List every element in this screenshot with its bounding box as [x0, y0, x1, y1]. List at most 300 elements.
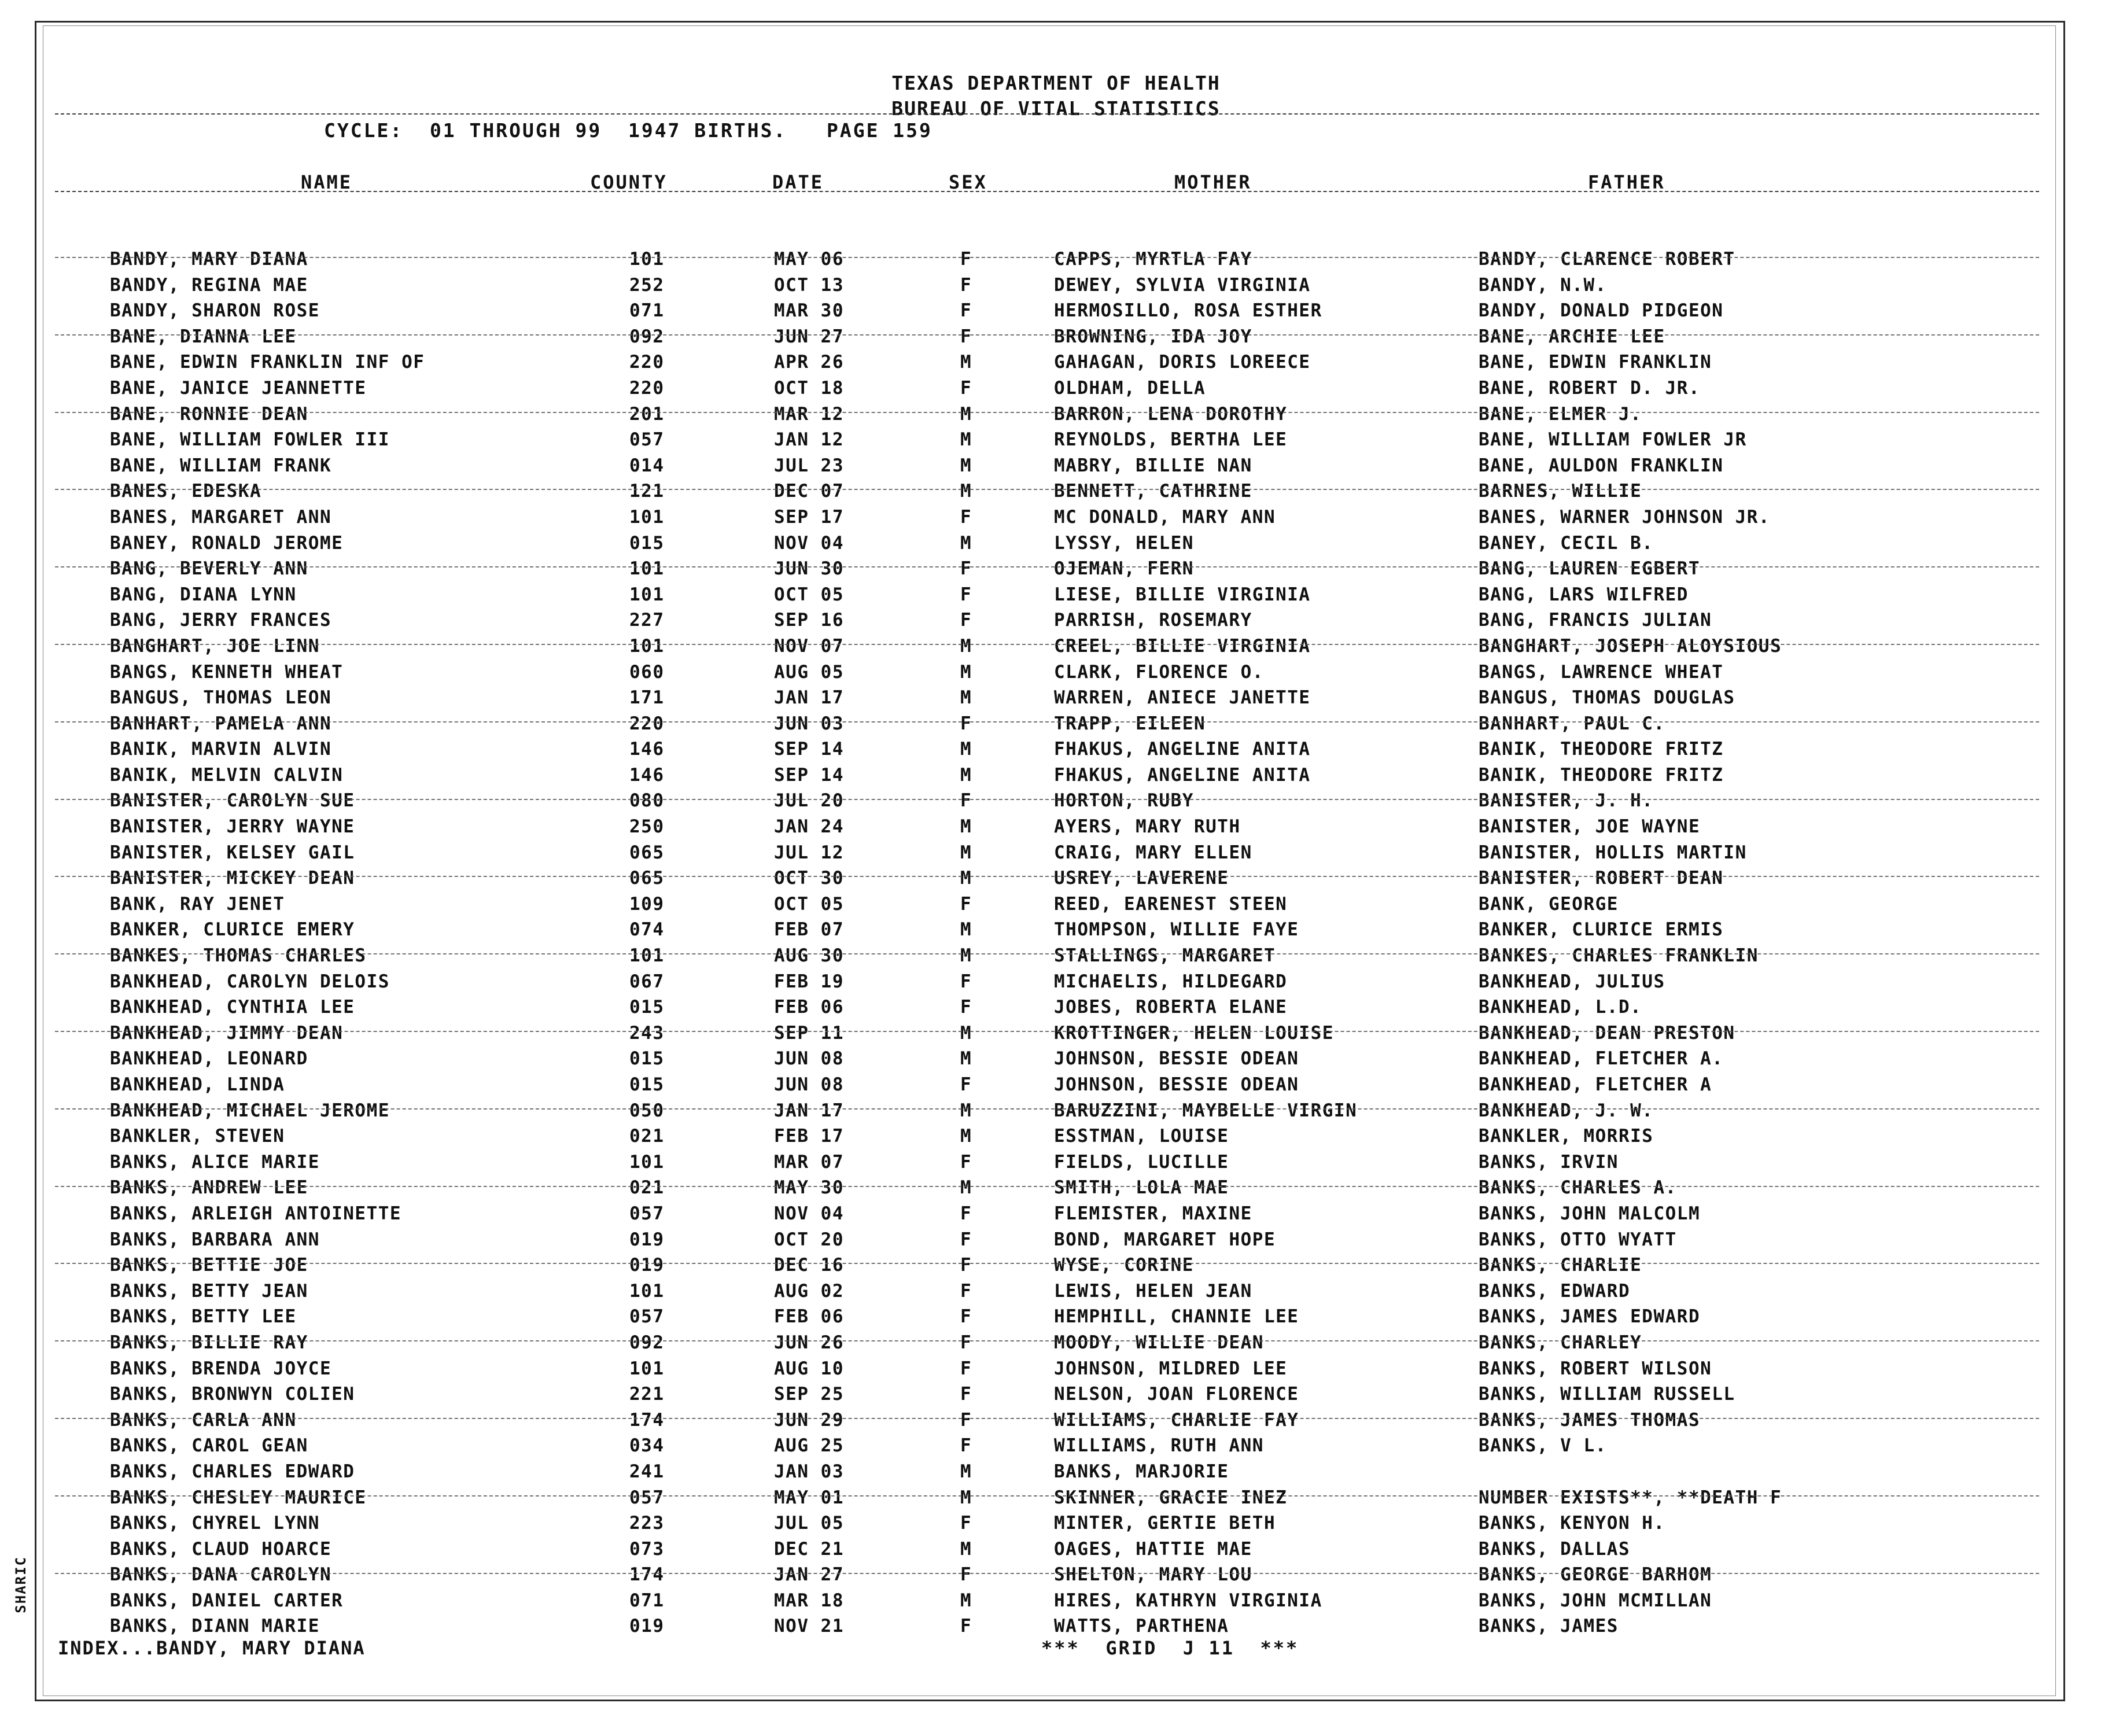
- header-divider-rule: [55, 113, 2039, 115]
- table-row: [0, 739, 2112, 765]
- cell-name: BANKES, THOMAS CHARLES: [110, 945, 367, 967]
- table-row: [0, 1126, 2112, 1152]
- cell-name: BANE, WILLIAM FRANK: [110, 455, 332, 476]
- cell-sex: F: [960, 893, 972, 915]
- cell-sex: M: [960, 352, 972, 373]
- cell-county: 101: [629, 558, 665, 580]
- cell-name: BANE, JANICE JEANNETTE: [110, 377, 367, 399]
- cell-father: BANE, ARCHIE LEE: [1479, 326, 1665, 347]
- cell-father: BANKS, OTTO WYATT: [1479, 1229, 1677, 1250]
- cell-mother: CREEL, BILLIE VIRGINIA: [1054, 635, 1311, 657]
- cell-county: 146: [629, 764, 665, 786]
- table-row: [0, 533, 2112, 559]
- cell-county: 171: [629, 687, 665, 709]
- cell-name: BANKS, CARLA ANN: [110, 1409, 297, 1431]
- cell-date: OCT 13: [774, 274, 844, 296]
- cell-name: BANKHEAD, LINDA: [110, 1074, 285, 1095]
- cell-name: BANE, EDWIN FRANKLIN INF OF: [110, 352, 425, 373]
- cell-county: 071: [629, 1590, 665, 1611]
- cell-date: JAN 17: [774, 687, 844, 709]
- cell-father: BANISTER, HOLLIS MARTIN: [1479, 842, 1747, 863]
- cell-sex: F: [960, 1435, 972, 1457]
- cell-mother: MABRY, BILLIE NAN: [1054, 455, 1252, 476]
- cell-date: JAN 03: [774, 1461, 844, 1482]
- form-guide-line: [55, 1108, 2039, 1110]
- cell-name: BANISTER, CAROLYN SUE: [110, 790, 355, 812]
- cell-date: JUL 23: [774, 455, 844, 476]
- cell-sex: F: [960, 1358, 972, 1379]
- cell-sex: M: [960, 1590, 972, 1611]
- cell-mother: SMITH, LOLA MAE: [1054, 1177, 1229, 1199]
- cell-sex: F: [960, 1616, 972, 1637]
- cell-name: BANKS, CHYREL LYNN: [110, 1513, 320, 1534]
- cell-county: 021: [629, 1126, 665, 1147]
- cell-sex: F: [960, 971, 972, 992]
- cell-county: 227: [629, 610, 665, 631]
- cell-date: FEB 06: [774, 997, 844, 1018]
- cell-county: 223: [629, 1513, 665, 1534]
- table-row: [0, 1048, 2112, 1074]
- cell-name: BANKLER, STEVEN: [110, 1126, 285, 1147]
- cell-father: BANISTER, ROBERT DEAN: [1479, 868, 1724, 889]
- cell-county: 065: [629, 868, 665, 889]
- cell-mother: JOHNSON, MILDRED LEE: [1054, 1358, 1288, 1379]
- cell-mother: DEWEY, SYLVIA VIRGINIA: [1054, 274, 1311, 296]
- table-row: [0, 1564, 2112, 1590]
- cell-date: JAN 17: [774, 1100, 844, 1121]
- cell-name: BANDY, SHARON ROSE: [110, 300, 320, 322]
- table-row: [0, 1358, 2112, 1384]
- agency-title-line1: TEXAS DEPARTMENT OF HEALTH: [891, 72, 1221, 94]
- cell-sex: F: [960, 1384, 972, 1405]
- cell-name: BANKS, BRENDA JOYCE: [110, 1358, 332, 1379]
- form-guide-line: [55, 566, 2039, 567]
- cell-name: BANKHEAD, CAROLYN DELOIS: [110, 971, 390, 992]
- cell-father: BANE, WILLIAM FOWLER JR: [1479, 429, 1747, 451]
- cell-date: MAR 12: [774, 403, 844, 425]
- cell-mother: HORTON, RUBY: [1054, 790, 1194, 812]
- cell-name: BANG, JERRY FRANCES: [110, 610, 332, 631]
- cell-date: AUG 10: [774, 1358, 844, 1379]
- cell-father: BANG, LAUREN EGBERT: [1479, 558, 1701, 580]
- column-header-name: NAME: [301, 171, 353, 193]
- table-row: [0, 1023, 2112, 1049]
- cell-sex: F: [960, 1229, 972, 1250]
- cell-date: DEC 21: [774, 1538, 844, 1560]
- table-row: [0, 1255, 2112, 1281]
- cell-mother: KROTTINGER, HELEN LOUISE: [1054, 1022, 1334, 1044]
- cell-date: AUG 30: [774, 945, 844, 967]
- column-header-father: FATHER: [1588, 171, 1665, 193]
- cell-mother: BENNETT, CATHRINE: [1054, 481, 1252, 502]
- cell-mother: AYERS, MARY RUTH: [1054, 816, 1241, 838]
- cell-county: 015: [629, 997, 665, 1018]
- table-row: [0, 481, 2112, 507]
- cell-date: MAR 30: [774, 300, 844, 322]
- cell-sex: M: [960, 481, 972, 502]
- column-header-mother: MOTHER: [1174, 171, 1252, 193]
- cell-county: 015: [629, 1074, 665, 1095]
- cell-sex: F: [960, 610, 972, 631]
- cell-county: 174: [629, 1409, 665, 1431]
- cell-county: 019: [629, 1255, 665, 1276]
- cell-mother: NELSON, JOAN FLORENCE: [1054, 1384, 1299, 1405]
- cell-date: NOV 04: [774, 1203, 844, 1224]
- cell-father: BANG, FRANCIS JULIAN: [1479, 610, 1712, 631]
- form-guide-line: [55, 1340, 2039, 1341]
- form-guide-line: [55, 334, 2039, 336]
- cell-name: BANGHART, JOE LINN: [110, 635, 320, 657]
- cell-mother: FIELDS, LUCILLE: [1054, 1151, 1229, 1173]
- cell-father: BANE, AULDON FRANKLIN: [1479, 455, 1724, 476]
- cell-county: 019: [629, 1616, 665, 1637]
- cell-name: BANISTER, MICKEY DEAN: [110, 868, 355, 889]
- cell-father: BANKS, EDWARD: [1479, 1280, 1631, 1302]
- cell-county: 057: [629, 429, 665, 451]
- cell-father: BANKS, JAMES THOMAS: [1479, 1409, 1701, 1431]
- cell-mother: REED, EARENEST STEEN: [1054, 893, 1288, 915]
- cell-county: 034: [629, 1435, 665, 1457]
- cell-date: OCT 05: [774, 893, 844, 915]
- cell-date: OCT 30: [774, 868, 844, 889]
- cell-name: BANKS, BETTY LEE: [110, 1306, 297, 1328]
- cell-father: BANES, WARNER JOHNSON JR.: [1479, 506, 1771, 528]
- cell-name: BANDY, REGINA MAE: [110, 274, 308, 296]
- cell-date: JUN 29: [774, 1409, 844, 1431]
- table-row: [0, 1152, 2112, 1178]
- table-row: [0, 1203, 2112, 1229]
- cell-date: OCT 18: [774, 377, 844, 399]
- cell-county: 101: [629, 635, 665, 657]
- cell-mother: LYSSY, HELEN: [1054, 532, 1194, 554]
- form-guide-line: [55, 1031, 2039, 1032]
- cell-mother: SHELTON, MARY LOU: [1054, 1564, 1252, 1586]
- table-row: [0, 352, 2112, 378]
- cell-name: BANKS, DIANN MARIE: [110, 1616, 320, 1637]
- cell-sex: F: [960, 1151, 972, 1173]
- cell-county: 146: [629, 739, 665, 760]
- cell-mother: THOMPSON, WILLIE FAYE: [1054, 919, 1299, 941]
- cell-sex: F: [960, 249, 972, 270]
- cell-mother: HERMOSILLO, ROSA ESTHER: [1054, 300, 1322, 322]
- table-row: [0, 326, 2112, 352]
- cell-county: 220: [629, 352, 665, 373]
- cell-father: BANG, LARS WILFRED: [1479, 584, 1689, 605]
- cell-father: BANKER, CLURICE ERMIS: [1479, 919, 1724, 941]
- cell-father: BANKS, JAMES: [1479, 1616, 1619, 1637]
- cell-date: JUN 03: [774, 713, 844, 734]
- table-row: [0, 584, 2112, 610]
- cell-father: BANKS, JAMES EDWARD: [1479, 1306, 1701, 1328]
- cell-sex: F: [960, 1513, 972, 1534]
- table-row: [0, 249, 2112, 275]
- table-row: [0, 1281, 2112, 1307]
- cell-sex: M: [960, 429, 972, 451]
- table-row: [0, 842, 2112, 868]
- cell-mother: CLARK, FLORENCE O.: [1054, 661, 1264, 683]
- cell-father: BANDY, N.W.: [1479, 274, 1607, 296]
- table-row: [0, 945, 2112, 971]
- cell-date: AUG 25: [774, 1435, 844, 1457]
- cell-mother: STALLINGS, MARGARET: [1054, 945, 1276, 967]
- table-row: [0, 1074, 2112, 1100]
- cell-date: JUN 08: [774, 1074, 844, 1095]
- cell-date: NOV 07: [774, 635, 844, 657]
- cell-mother: PARRISH, ROSEMARY: [1054, 610, 1252, 631]
- cell-father: BANKES, CHARLES FRANKLIN: [1479, 945, 1759, 967]
- cell-mother: CRAIG, MARY ELLEN: [1054, 842, 1252, 863]
- cell-county: 221: [629, 1384, 665, 1405]
- cell-sex: M: [960, 1022, 972, 1044]
- cell-mother: WATTS, PARTHENA: [1054, 1616, 1229, 1637]
- cell-name: BANG, DIANA LYNN: [110, 584, 297, 605]
- table-row: [0, 1332, 2112, 1358]
- cell-name: BANKS, BILLIE RAY: [110, 1332, 308, 1353]
- cell-date: JUN 08: [774, 1048, 844, 1070]
- cell-name: BANKS, ARLEIGH ANTOINETTE: [110, 1203, 402, 1224]
- cell-name: BANGS, KENNETH WHEAT: [110, 661, 344, 683]
- cell-sex: F: [960, 1332, 972, 1353]
- cell-mother: OLDHAM, DELLA: [1054, 377, 1206, 399]
- cell-sex: M: [960, 1048, 972, 1070]
- cell-name: BANKHEAD, LEONARD: [110, 1048, 308, 1070]
- cell-father: BANKS, CHARLES A.: [1479, 1177, 1677, 1199]
- cell-father: BANKS, GEORGE BARHOM: [1479, 1564, 1712, 1586]
- cell-date: MAR 18: [774, 1590, 844, 1611]
- cell-father: BARNES, WILLIE: [1479, 481, 1642, 502]
- cycle-page-line: CYCLE: 01 THROUGH 99 1947 BIRTHS. PAGE 159: [324, 119, 932, 142]
- cell-father: BANISTER, JOE WAYNE: [1479, 816, 1701, 838]
- cell-county: 101: [629, 1151, 665, 1173]
- cell-mother: WILLIAMS, CHARLIE FAY: [1054, 1409, 1299, 1431]
- table-row: [0, 997, 2112, 1023]
- cell-county: 101: [629, 1358, 665, 1379]
- cell-date: SEP 17: [774, 506, 844, 528]
- cell-name: BANE, WILLIAM FOWLER III: [110, 429, 390, 451]
- cell-sex: M: [960, 842, 972, 863]
- cell-name: BANKER, CLURICE EMERY: [110, 919, 355, 941]
- cell-date: MAY 06: [774, 249, 844, 270]
- cell-father: BANE, ELMER J.: [1479, 403, 1642, 425]
- cell-county: 071: [629, 300, 665, 322]
- cell-county: 057: [629, 1306, 665, 1328]
- cell-name: BANK, RAY JENET: [110, 893, 285, 915]
- cell-father: BANKS, JOHN MALCOLM: [1479, 1203, 1701, 1224]
- cell-name: BANKS, BETTIE JOE: [110, 1255, 308, 1276]
- cell-name: BANES, MARGARET ANN: [110, 506, 332, 528]
- cell-county: 101: [629, 584, 665, 605]
- form-guide-line: [55, 489, 2039, 490]
- cell-date: NOV 04: [774, 532, 844, 554]
- cell-mother: FHAKUS, ANGELINE ANITA: [1054, 764, 1311, 786]
- cell-mother: WILLIAMS, RUTH ANN: [1054, 1435, 1264, 1457]
- cell-sex: M: [960, 945, 972, 967]
- cell-mother: TRAPP, EILEEN: [1054, 713, 1206, 734]
- cell-father: BANEY, CECIL B.: [1479, 532, 1654, 554]
- table-row: [0, 790, 2112, 816]
- cell-date: APR 26: [774, 352, 844, 373]
- cell-sex: F: [960, 326, 972, 347]
- cell-sex: M: [960, 687, 972, 709]
- cell-name: BANISTER, KELSEY GAIL: [110, 842, 355, 863]
- cell-father: BANKHEAD, FLETCHER A.: [1479, 1048, 1724, 1070]
- cell-father: BANKS, CHARLIE: [1479, 1255, 1642, 1276]
- cell-father: BANKS, IRVIN: [1479, 1151, 1619, 1173]
- cell-father: BANKS, KENYON H.: [1479, 1513, 1665, 1534]
- cell-county: 074: [629, 919, 665, 941]
- cell-mother: BARUZZINI, MAYBELLE VIRGIN: [1054, 1100, 1358, 1121]
- cell-date: MAY 01: [774, 1487, 844, 1508]
- cell-father: BANE, ROBERT D. JR.: [1479, 377, 1701, 399]
- footer-grid-line: *** GRID J 11 ***: [1041, 1637, 1299, 1659]
- cell-county: 101: [629, 945, 665, 967]
- cell-date: OCT 20: [774, 1229, 844, 1250]
- cell-mother: MINTER, GERTIE BETH: [1054, 1513, 1276, 1534]
- table-row: [0, 404, 2112, 430]
- cell-sex: F: [960, 1409, 972, 1431]
- cell-date: JUL 05: [774, 1513, 844, 1534]
- form-guide-line: [55, 412, 2039, 413]
- cell-county: 220: [629, 713, 665, 734]
- table-row: [0, 610, 2112, 636]
- cell-father: BANGHART, JOSEPH ALOYSIOUS: [1479, 635, 1782, 657]
- cell-father: BANDY, DONALD PIDGEON: [1479, 300, 1724, 322]
- cell-mother: LIESE, BILLIE VIRGINIA: [1054, 584, 1311, 605]
- cell-name: BANEY, RONALD JEROME: [110, 532, 344, 554]
- cell-mother: FHAKUS, ANGELINE ANITA: [1054, 739, 1311, 760]
- cell-father: BANIK, THEODORE FRITZ: [1479, 739, 1724, 760]
- cell-name: BANHART, PAMELA ANN: [110, 713, 332, 734]
- table-row: [0, 894, 2112, 920]
- cell-name: BANKS, BETTY JEAN: [110, 1280, 308, 1302]
- cell-sex: F: [960, 584, 972, 605]
- cell-sex: M: [960, 764, 972, 786]
- cell-sex: M: [960, 868, 972, 889]
- cell-mother: HEMPHILL, CHANNIE LEE: [1054, 1306, 1299, 1328]
- cell-name: BANKS, BRONWYN COLIEN: [110, 1384, 355, 1405]
- agency-title-line2: BUREAU OF VITAL STATISTICS: [891, 97, 1221, 120]
- form-guide-line: [55, 1186, 2039, 1187]
- table-row: [0, 1306, 2112, 1332]
- table-row: [0, 1539, 2112, 1565]
- cell-county: 101: [629, 249, 665, 270]
- cell-name: BANKS, ALICE MARIE: [110, 1151, 320, 1173]
- cell-sex: M: [960, 919, 972, 941]
- cell-father: BANIK, THEODORE FRITZ: [1479, 764, 1724, 786]
- column-header-sex: SEX: [949, 171, 987, 193]
- form-guide-line: [55, 1495, 2039, 1497]
- cell-county: 073: [629, 1538, 665, 1560]
- cell-mother: JOHNSON, BESSIE ODEAN: [1054, 1048, 1299, 1070]
- table-row: [0, 765, 2112, 791]
- cell-county: 065: [629, 842, 665, 863]
- cell-date: MAR 07: [774, 1151, 844, 1173]
- form-guide-line: [55, 1573, 2039, 1574]
- table-row: [0, 662, 2112, 688]
- cell-county: 174: [629, 1564, 665, 1586]
- table-row: [0, 455, 2112, 481]
- cell-sex: F: [960, 1255, 972, 1276]
- cell-county: 057: [629, 1487, 665, 1508]
- cell-mother: OJEMAN, FERN: [1054, 558, 1194, 580]
- cell-mother: USREY, LAVERENE: [1054, 868, 1229, 889]
- column-header-county: COUNTY: [590, 171, 668, 193]
- cell-sex: M: [960, 816, 972, 838]
- cell-county: 092: [629, 326, 665, 347]
- cell-name: BANKHEAD, CYNTHIA LEE: [110, 997, 355, 1018]
- form-guide-line: [55, 1263, 2039, 1264]
- cell-mother: JOHNSON, BESSIE ODEAN: [1054, 1074, 1299, 1095]
- form-guide-line: [55, 1418, 2039, 1419]
- cell-date: MAY 30: [774, 1177, 844, 1199]
- cell-sex: M: [960, 1177, 972, 1199]
- cell-sex: M: [960, 532, 972, 554]
- cell-sex: M: [960, 661, 972, 683]
- cell-date: AUG 05: [774, 661, 844, 683]
- cell-father: BANKHEAD, FLETCHER A: [1479, 1074, 1712, 1095]
- cell-date: FEB 19: [774, 971, 844, 992]
- cell-mother: SKINNER, GRACIE INEZ: [1054, 1487, 1288, 1508]
- table-row: [0, 1410, 2112, 1436]
- form-guide-line: [55, 876, 2039, 877]
- cell-county: 101: [629, 1280, 665, 1302]
- cell-sex: F: [960, 274, 972, 296]
- cell-date: JAN 27: [774, 1564, 844, 1586]
- cell-name: BANKS, CHESLEY MAURICE: [110, 1487, 367, 1508]
- cell-county: 060: [629, 661, 665, 683]
- cell-county: 092: [629, 1332, 665, 1353]
- table-row: [0, 1384, 2112, 1410]
- cell-mother: CAPPS, MYRTLA FAY: [1054, 249, 1252, 270]
- cell-date: JUL 12: [774, 842, 844, 863]
- cell-county: 252: [629, 274, 665, 296]
- table-row: [0, 687, 2112, 713]
- column-header-date: DATE: [772, 171, 824, 193]
- cell-father: BANKHEAD, DEAN PRESTON: [1479, 1022, 1735, 1044]
- cell-father: BANKHEAD, JULIUS: [1479, 971, 1665, 992]
- form-guide-line: [55, 721, 2039, 723]
- cell-sex: M: [960, 1538, 972, 1560]
- cell-date: JUN 27: [774, 326, 844, 347]
- footer-index-line: INDEX...BANDY, MARY DIANA: [58, 1637, 366, 1659]
- cell-date: FEB 17: [774, 1126, 844, 1147]
- cell-sex: M: [960, 1126, 972, 1147]
- table-row: [0, 816, 2112, 842]
- cell-date: SEP 11: [774, 1022, 844, 1044]
- cell-father: BANE, EDWIN FRANKLIN: [1479, 352, 1712, 373]
- cell-county: 101: [629, 506, 665, 528]
- cell-name: BANKS, ANDREW LEE: [110, 1177, 308, 1199]
- cell-sex: F: [960, 790, 972, 812]
- cell-name: BANKHEAD, MICHAEL JEROME: [110, 1100, 390, 1121]
- cell-county: 057: [629, 1203, 665, 1224]
- cell-father: BANKHEAD, J. W.: [1479, 1100, 1654, 1121]
- table-row: [0, 275, 2112, 301]
- cell-name: BANKS, CAROL GEAN: [110, 1435, 308, 1457]
- cell-date: OCT 05: [774, 584, 844, 605]
- table-row: [0, 713, 2112, 739]
- cell-father: BANKS, WILLIAM RUSSELL: [1479, 1384, 1735, 1405]
- cell-county: 021: [629, 1177, 665, 1199]
- cell-mother: WYSE, CORINE: [1054, 1255, 1194, 1276]
- cell-name: BANG, BEVERLY ANN: [110, 558, 308, 580]
- table-row: [0, 1590, 2112, 1616]
- cell-date: SEP 25: [774, 1384, 844, 1405]
- cell-sex: F: [960, 300, 972, 322]
- cell-county: 250: [629, 816, 665, 838]
- cell-name: BANGUS, THOMAS LEON: [110, 687, 332, 709]
- cell-sex: F: [960, 997, 972, 1018]
